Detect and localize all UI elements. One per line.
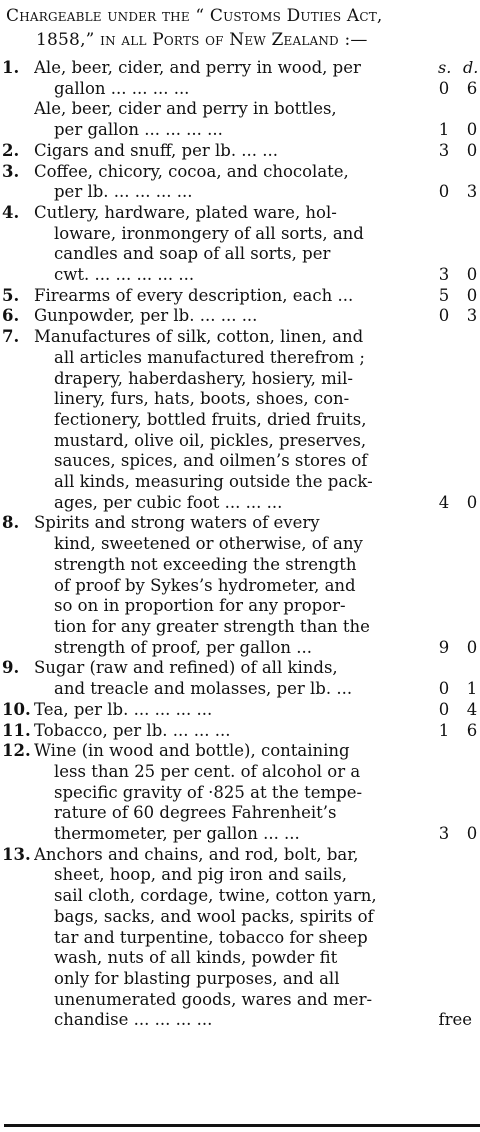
item-description-line: Ale, beer, cider and perry in bottles, xyxy=(34,99,337,119)
duty-shillings: 1 xyxy=(438,720,450,740)
item-description-line: rature of 60 degrees Fahrenheit’s xyxy=(54,803,337,823)
item-description-line: Firearms of every description, each ... xyxy=(34,285,354,305)
item-description xyxy=(34,513,414,658)
duty-item xyxy=(0,203,480,286)
item-description-line: kind, sweetened or otherwise, of any xyxy=(54,534,363,554)
item-number: 1. xyxy=(2,58,20,77)
item-description-line: strength not exceeding the strength xyxy=(54,554,357,574)
item-description xyxy=(34,741,414,845)
duty-pence: 0 xyxy=(466,140,478,160)
duty-shillings: 0 xyxy=(438,78,450,98)
duty-pence: 0 xyxy=(466,492,478,512)
item-description-line: Coffee, chicory, cocoa, and chocolate, xyxy=(34,161,349,181)
item-description xyxy=(34,99,414,140)
item-number: 10. xyxy=(2,699,31,719)
item-description-line: sheet, hoop, and pig iron and sails, xyxy=(54,865,348,885)
item-number: 11. xyxy=(2,720,31,740)
duty-item xyxy=(0,513,480,658)
item-description-line: sauces, spices, and oilmen’s stores of xyxy=(54,451,368,471)
item-description-line: chandise ... ... ... ... xyxy=(54,1010,213,1030)
item-description-line: tar and turpentine, tobacco for sheep xyxy=(54,927,368,947)
item-description-line: linery, furs, hats, boots, shoes, con- xyxy=(54,389,350,409)
item-description-line: drapery, haberdashery, hosiery, mil- xyxy=(54,368,353,388)
duty-pence: 0 xyxy=(466,637,478,657)
duty-item xyxy=(0,286,480,307)
item-description-line: Manufactures of silk, cotton, linen, and xyxy=(34,327,364,347)
duty-pence: 4 xyxy=(466,699,478,719)
duty-pence: 0 xyxy=(466,120,478,140)
item-description-line: tion for any greater strength than the xyxy=(54,616,370,636)
duty-free: free xyxy=(438,1010,472,1030)
item-number: 12. xyxy=(2,741,31,761)
item-description-line: unenumerated goods, wares and mer- xyxy=(54,989,373,1009)
item-description xyxy=(34,306,414,327)
duty-item xyxy=(0,141,480,162)
pence-column-head: d. xyxy=(463,58,479,77)
duty-pence: 6 xyxy=(466,78,478,98)
duty-pence: 3 xyxy=(466,182,478,202)
duty-shillings: 3 xyxy=(438,140,450,160)
heading-line-1: Chargeable under the “ Customs Duties Act, xyxy=(6,6,383,26)
item-description-line: strength of proof, per gallon ... xyxy=(54,637,313,657)
bottom-rule xyxy=(4,1124,480,1127)
item-description-line: ages, per cubic foot ... ... ... xyxy=(54,492,283,512)
duty-pence: 0 xyxy=(466,285,478,305)
item-description-line: loware, ironmongery of all sorts, and xyxy=(54,223,364,243)
item-description-line: Tea, per lb. ... ... ... ... xyxy=(34,699,213,719)
item-description-line: only for blasting purposes, and all xyxy=(54,968,340,988)
duty-shillings: 0 xyxy=(438,182,450,202)
item-number: 7. xyxy=(2,327,20,347)
item-description-line: Gunpowder, per lb. ... ... ... xyxy=(34,306,258,326)
item-description xyxy=(34,721,414,742)
item-number: 2. xyxy=(2,140,20,160)
item-description-line: wash, nuts of all kinds, powder fit xyxy=(54,948,338,968)
item-number: 8. xyxy=(2,513,20,533)
duty-item xyxy=(0,700,480,721)
duty-shillings: 4 xyxy=(438,492,450,512)
item-description-line: mustard, olive oil, pickles, preserves, xyxy=(54,430,367,450)
duty-shillings: 9 xyxy=(438,637,450,657)
item-description-line: bags, sacks, and wool packs, spirits of xyxy=(54,906,374,926)
item-description-line: fectionery, bottled fruits, dried fruits, xyxy=(54,409,367,429)
item-description-line: less than 25 per cent. of alcohol or a xyxy=(54,761,361,781)
item-description-line: sail cloth, cordage, twine, cotton yarn, xyxy=(54,886,377,906)
item-description-line: Spirits and strong waters of every xyxy=(34,513,320,533)
item-number: 13. xyxy=(2,844,31,864)
duty-item xyxy=(0,721,480,742)
item-description-line: Sugar (raw and refined) of all kinds, xyxy=(34,658,338,678)
item-description xyxy=(34,700,414,721)
item-description-line: per lb. ... ... ... ... xyxy=(54,182,193,202)
duty-shillings: 3 xyxy=(438,265,450,285)
item-description-line: thermometer, per gallon ... ... xyxy=(54,824,300,844)
duty-shillings: 0 xyxy=(438,679,450,699)
table-heading xyxy=(6,4,476,52)
item-description-line: so on in proportion for any propor- xyxy=(54,596,346,616)
item-description xyxy=(34,203,414,286)
item-description-line: of proof by Sykes’s hydrometer, and xyxy=(54,575,356,595)
duty-item xyxy=(0,99,480,140)
duty-item xyxy=(0,162,480,203)
duty-item xyxy=(0,327,480,513)
duty-shillings: 5 xyxy=(438,285,450,305)
item-description xyxy=(34,658,414,699)
item-description-line: all articles manufactured therefrom ; xyxy=(54,347,365,367)
item-description xyxy=(34,141,414,162)
duty-item xyxy=(0,658,480,699)
item-description-line: Ale, beer, cider, and perry in wood, per xyxy=(34,58,361,77)
item-description-line: Anchors and chains, and rod, bolt, bar, xyxy=(34,844,359,864)
duty-item xyxy=(0,306,480,327)
duty-shillings: 0 xyxy=(438,699,450,719)
item-description-line: all kinds, measuring outside the pack- xyxy=(54,472,373,492)
item-number: 6. xyxy=(2,306,20,326)
item-number: 5. xyxy=(2,285,20,305)
duty-pence: 6 xyxy=(466,720,478,740)
heading-line-2: 1858,” in all Ports of New Zealand :— xyxy=(36,30,368,50)
item-description-line: Tobacco, per lb. ... ... ... xyxy=(34,720,231,740)
item-description-line: cwt. ... ... ... ... ... xyxy=(54,265,195,285)
duty-pence: 1 xyxy=(466,679,478,699)
duty-items-list xyxy=(0,58,480,1031)
item-description xyxy=(34,845,414,1031)
duty-pence: 0 xyxy=(466,265,478,285)
item-description xyxy=(34,162,414,203)
item-description-line: per gallon ... ... ... ... xyxy=(54,120,223,140)
item-number: 3. xyxy=(2,161,20,181)
item-description-line: Cutlery, hardware, plated ware, hol- xyxy=(34,202,337,222)
duty-item xyxy=(0,845,480,1031)
duty-shillings: 0 xyxy=(438,306,450,326)
item-description-line: and treacle and molasses, per lb. ... xyxy=(54,679,353,699)
item-description-line: gallon ... ... ... ... xyxy=(54,78,190,98)
item-description xyxy=(34,327,414,513)
item-description xyxy=(34,58,414,99)
duty-shillings: 3 xyxy=(438,824,450,844)
item-description-line: Cigars and snuff, per lb. ... ... xyxy=(34,140,279,160)
duty-pence: 3 xyxy=(466,306,478,326)
duty-item xyxy=(0,741,480,845)
item-number: 4. xyxy=(2,202,20,222)
duty-pence: 0 xyxy=(466,824,478,844)
item-description xyxy=(34,286,414,307)
duty-shillings: 1 xyxy=(438,120,450,140)
item-description-line: specific gravity of ·825 at the tempe- xyxy=(54,782,363,802)
item-number: 9. xyxy=(2,658,20,678)
shillings-column-head: s. xyxy=(438,58,452,77)
item-description-line: candles and soap of all sorts, per xyxy=(54,244,331,264)
duty-item xyxy=(0,58,480,99)
item-description-line: Wine (in wood and bottle), containing xyxy=(34,741,350,761)
